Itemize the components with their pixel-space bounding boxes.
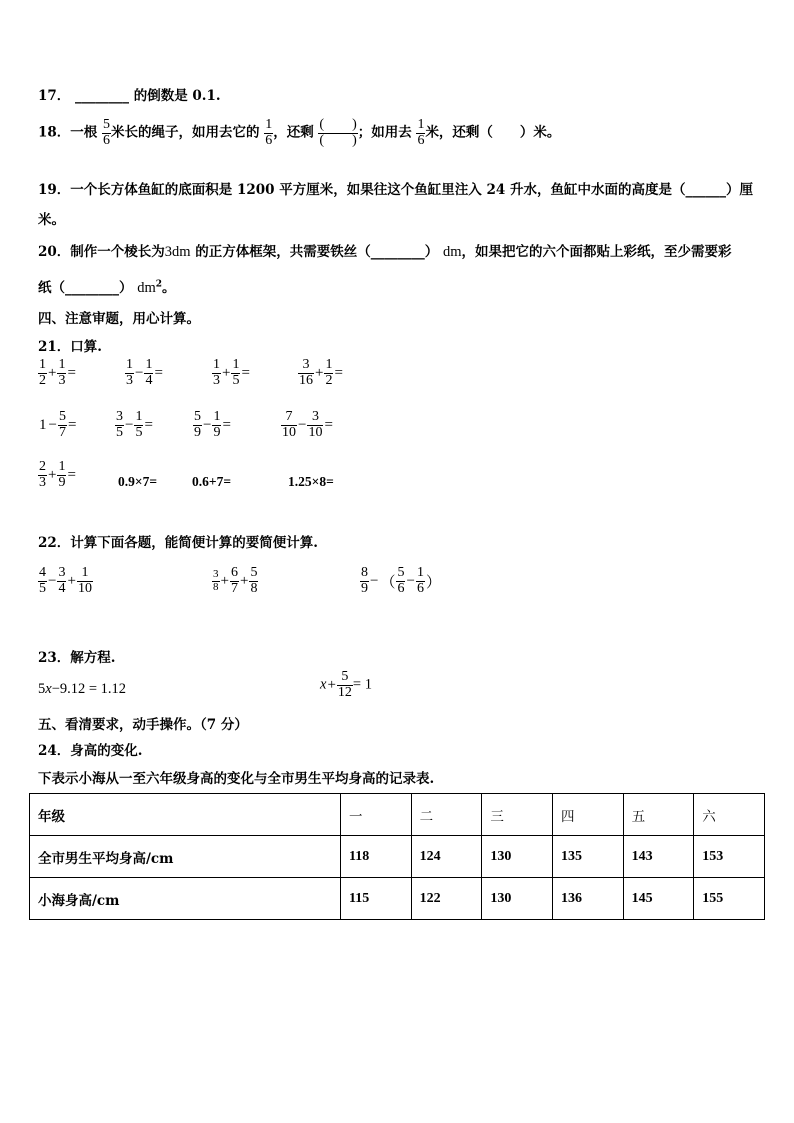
q21-expr-r3-2: 0.9×7= bbox=[118, 474, 158, 489]
question-19-line-2: 米。 bbox=[38, 212, 65, 228]
denominator: 6 bbox=[103, 132, 110, 148]
denominator: 3 bbox=[58, 372, 66, 388]
q22-expression-3 bbox=[360, 566, 442, 596]
numerator: 3 bbox=[58, 565, 66, 580]
q21-expr-r2-2 bbox=[115, 410, 154, 440]
numerator: 5 bbox=[103, 117, 110, 132]
denominator: 16 bbox=[299, 372, 313, 388]
denominator: 9 bbox=[58, 474, 66, 490]
operator: + bbox=[48, 466, 57, 483]
table-cell: 118 bbox=[341, 836, 412, 878]
table-cell: 130 bbox=[482, 878, 553, 920]
table-cell: 143 bbox=[623, 836, 694, 878]
operator: − bbox=[370, 572, 379, 589]
numerator: 1 bbox=[213, 357, 220, 372]
height-table bbox=[29, 793, 765, 920]
numerator: 1 bbox=[39, 357, 46, 372]
question-19-line-1: 19．一个长方体鱼缸的底面积是 1200 平方厘米，如果往这个鱼缸里注入 24 升水，鱼缸中水面的高度是（______）厘 bbox=[38, 182, 753, 198]
q20-text-4: 纸（________） bbox=[38, 280, 138, 296]
denominator: 7 bbox=[230, 580, 238, 596]
numerator: 1 bbox=[232, 357, 240, 372]
operator: + bbox=[220, 572, 229, 589]
q20-superscript: 2 bbox=[155, 279, 162, 290]
operator: − bbox=[135, 364, 144, 381]
variable: x bbox=[45, 681, 52, 697]
q20-text-3: ，如果把它的六个面都贴上彩纸，至少需要彩 bbox=[461, 244, 732, 260]
q18-text-3: ，还剩 bbox=[273, 124, 314, 141]
numerator: 1 bbox=[325, 357, 333, 372]
operator: − bbox=[48, 572, 57, 589]
q21-expr-r3-1 bbox=[38, 460, 77, 490]
numerator: 1 bbox=[58, 357, 66, 372]
whole-number: 1 bbox=[39, 416, 47, 433]
table-cell: 145 bbox=[623, 878, 694, 920]
table-cell: 122 bbox=[411, 878, 482, 920]
header-grade-col: 六 bbox=[694, 794, 765, 836]
denominator: 4 bbox=[145, 372, 153, 388]
numerator: 3 bbox=[302, 357, 310, 372]
q21-expr-r2-3 bbox=[193, 410, 232, 440]
row-label: 全市男生平均身高/cm bbox=[30, 836, 341, 878]
q21-expr-r3-3: 0.6+7= bbox=[192, 474, 232, 489]
numerator: 3 bbox=[213, 568, 219, 581]
q21-expr-r1-4 bbox=[298, 358, 344, 388]
denominator: 8 bbox=[250, 580, 258, 596]
equals: = bbox=[241, 364, 250, 381]
denominator: 9 bbox=[213, 424, 221, 440]
numerator: 6 bbox=[230, 565, 238, 580]
right-paren: ） bbox=[425, 574, 441, 591]
denominator: 3 bbox=[39, 474, 46, 490]
numerator: 7 bbox=[285, 409, 293, 424]
q21-expr-r2-4 bbox=[281, 410, 334, 440]
q20-edge-length: 3dm bbox=[164, 244, 191, 260]
q18-number: 18． bbox=[38, 124, 71, 141]
q21-expr-r2-1 bbox=[38, 410, 77, 440]
question-24-description: 下表示小海从一至六年级身高的变化与全市男生平均身高的记录表. bbox=[38, 771, 435, 787]
question-18 bbox=[38, 118, 560, 148]
denominator: 5 bbox=[39, 580, 46, 596]
denominator: 6 bbox=[416, 580, 424, 596]
numerator: 1 bbox=[81, 565, 89, 580]
section-5-heading: 五、看清要求，动手操作。（7 分） bbox=[38, 717, 248, 733]
denominator: 3 bbox=[126, 372, 133, 388]
header-grade-col: 二 bbox=[411, 794, 482, 836]
operator: + bbox=[48, 364, 57, 381]
table-cell: 153 bbox=[694, 836, 765, 878]
table-cell: 136 bbox=[552, 878, 623, 920]
table-row bbox=[30, 878, 765, 920]
numerator-blank[interactable]: ( ) bbox=[319, 117, 357, 132]
header-grade-col: 三 bbox=[482, 794, 553, 836]
denominator: 2 bbox=[39, 372, 46, 388]
numerator: 1 bbox=[126, 357, 133, 372]
numerator: 1 bbox=[58, 459, 66, 474]
numerator: 5 bbox=[250, 565, 258, 580]
equals: = bbox=[154, 364, 163, 381]
header-grade-col: 五 bbox=[623, 794, 694, 836]
q18-fraction-2 bbox=[264, 118, 273, 148]
q21-expr-r3-4: 1.25×8= bbox=[288, 474, 334, 489]
denominator: 12 bbox=[337, 684, 352, 700]
denominator: 6 bbox=[417, 132, 425, 148]
table-row bbox=[30, 836, 765, 878]
q23-equation-1 bbox=[38, 681, 126, 698]
denominator: 9 bbox=[194, 424, 201, 440]
q20-text-5: 。 bbox=[162, 280, 176, 296]
equals: = bbox=[222, 416, 231, 433]
q20-unit-dm2: dm bbox=[137, 280, 156, 296]
q22-expression-2 bbox=[212, 566, 258, 596]
denominator: 6 bbox=[265, 132, 273, 148]
q17-text: 的倒数是 0.1. bbox=[133, 88, 221, 104]
section-4-heading: 四、注意审题，用心计算。 bbox=[38, 311, 200, 327]
denominator: 5 bbox=[135, 424, 143, 440]
question-20-line-2 bbox=[38, 276, 176, 297]
equals: = bbox=[67, 364, 76, 381]
table-header-row bbox=[30, 794, 765, 836]
numerator: 1 bbox=[213, 409, 221, 424]
operator: + bbox=[239, 572, 249, 589]
equals: = bbox=[67, 466, 76, 483]
equals: = bbox=[67, 416, 77, 433]
equals: = bbox=[334, 364, 343, 381]
operator: + bbox=[315, 364, 324, 381]
denominator: 5 bbox=[232, 372, 240, 388]
q22-expression-1 bbox=[38, 566, 93, 596]
denominator: 10 bbox=[308, 424, 323, 440]
operator: − bbox=[298, 416, 307, 433]
denominator: 6 bbox=[397, 580, 405, 596]
q17-blank[interactable]: ________ bbox=[75, 88, 129, 104]
numerator: 1 bbox=[416, 565, 424, 580]
denominator: 9 bbox=[361, 580, 368, 596]
q17-number: 17． bbox=[38, 88, 71, 104]
numerator: 1 bbox=[417, 117, 425, 132]
denominator: 4 bbox=[58, 580, 66, 596]
left-paren: （ bbox=[380, 574, 396, 591]
q18-text-1: 一根 bbox=[70, 124, 98, 141]
numerator: 1 bbox=[265, 117, 273, 132]
header-grade-col: 一 bbox=[341, 794, 412, 836]
denominator-blank[interactable]: ( ) bbox=[319, 132, 357, 148]
equals: = bbox=[324, 416, 333, 433]
question-20-line-1 bbox=[38, 240, 732, 261]
numerator: 8 bbox=[361, 565, 368, 580]
operator: − bbox=[125, 416, 134, 433]
q21-expr-r1-1 bbox=[38, 358, 77, 388]
numerator: 1 bbox=[135, 409, 143, 424]
operator: + bbox=[327, 676, 336, 693]
q21-expr-r1-3 bbox=[212, 358, 251, 388]
denominator: 7 bbox=[58, 424, 66, 440]
denominator: 2 bbox=[325, 372, 333, 388]
numerator: 1 bbox=[145, 357, 153, 372]
q20-unit-dm: dm bbox=[442, 244, 462, 260]
denominator: 10 bbox=[77, 580, 92, 596]
q18-text-5: 米，还剩（ ）米。 bbox=[425, 124, 561, 141]
denominator: 5 bbox=[116, 424, 123, 440]
operator: − bbox=[203, 416, 212, 433]
operator: + bbox=[67, 572, 76, 589]
header-grade: 年级 bbox=[30, 794, 341, 836]
denominator: 8 bbox=[213, 580, 219, 593]
numerator: 5 bbox=[397, 565, 405, 580]
table-cell: 155 bbox=[694, 878, 765, 920]
q18-text-4: ；如用去 bbox=[357, 124, 412, 141]
question-23-title: 23．解方程. bbox=[38, 650, 116, 666]
table-cell: 130 bbox=[482, 836, 553, 878]
row-label: 小海身高/cm bbox=[30, 878, 341, 920]
q18-answer-fraction[interactable] bbox=[318, 118, 357, 148]
numerator: 2 bbox=[39, 459, 46, 474]
question-17 bbox=[38, 84, 221, 104]
variable: x bbox=[320, 676, 327, 693]
denominator: 3 bbox=[213, 372, 220, 388]
equation-rest: −9.12 = 1.12 bbox=[51, 681, 127, 697]
q20-text-1: 20．制作一个棱长为 bbox=[38, 244, 165, 260]
q23-equation-2 bbox=[320, 670, 372, 700]
question-21-title: 21．口算. bbox=[38, 339, 102, 355]
denominator: 10 bbox=[282, 424, 296, 440]
coefficient: 5 bbox=[38, 681, 46, 697]
numerator: 5 bbox=[341, 669, 349, 684]
operator: + bbox=[222, 364, 231, 381]
table-cell: 135 bbox=[552, 836, 623, 878]
table-cell: 115 bbox=[341, 878, 412, 920]
operator: − bbox=[48, 416, 57, 433]
question-24-title: 24．身高的变化. bbox=[38, 743, 143, 759]
numerator: 3 bbox=[311, 409, 319, 424]
numerator: 5 bbox=[58, 409, 66, 424]
equals: = bbox=[144, 416, 153, 433]
header-grade-col: 四 bbox=[552, 794, 623, 836]
equation-rest: = 1 bbox=[352, 676, 372, 693]
q18-fraction-1 bbox=[102, 118, 111, 148]
operator: − bbox=[406, 572, 415, 589]
table-cell: 124 bbox=[411, 836, 482, 878]
numerator: 4 bbox=[39, 565, 46, 580]
question-22-title: 22．计算下面各题，能简便计算的要简便计算. bbox=[38, 535, 318, 551]
numerator: 3 bbox=[116, 409, 123, 424]
q20-text-2: 的正方体框架，共需要铁丝（________） bbox=[190, 244, 443, 260]
q18-text-2: 米长的绳子，如用去它的 bbox=[111, 124, 260, 141]
q21-expr-r1-2 bbox=[125, 358, 164, 388]
numerator: 5 bbox=[194, 409, 201, 424]
